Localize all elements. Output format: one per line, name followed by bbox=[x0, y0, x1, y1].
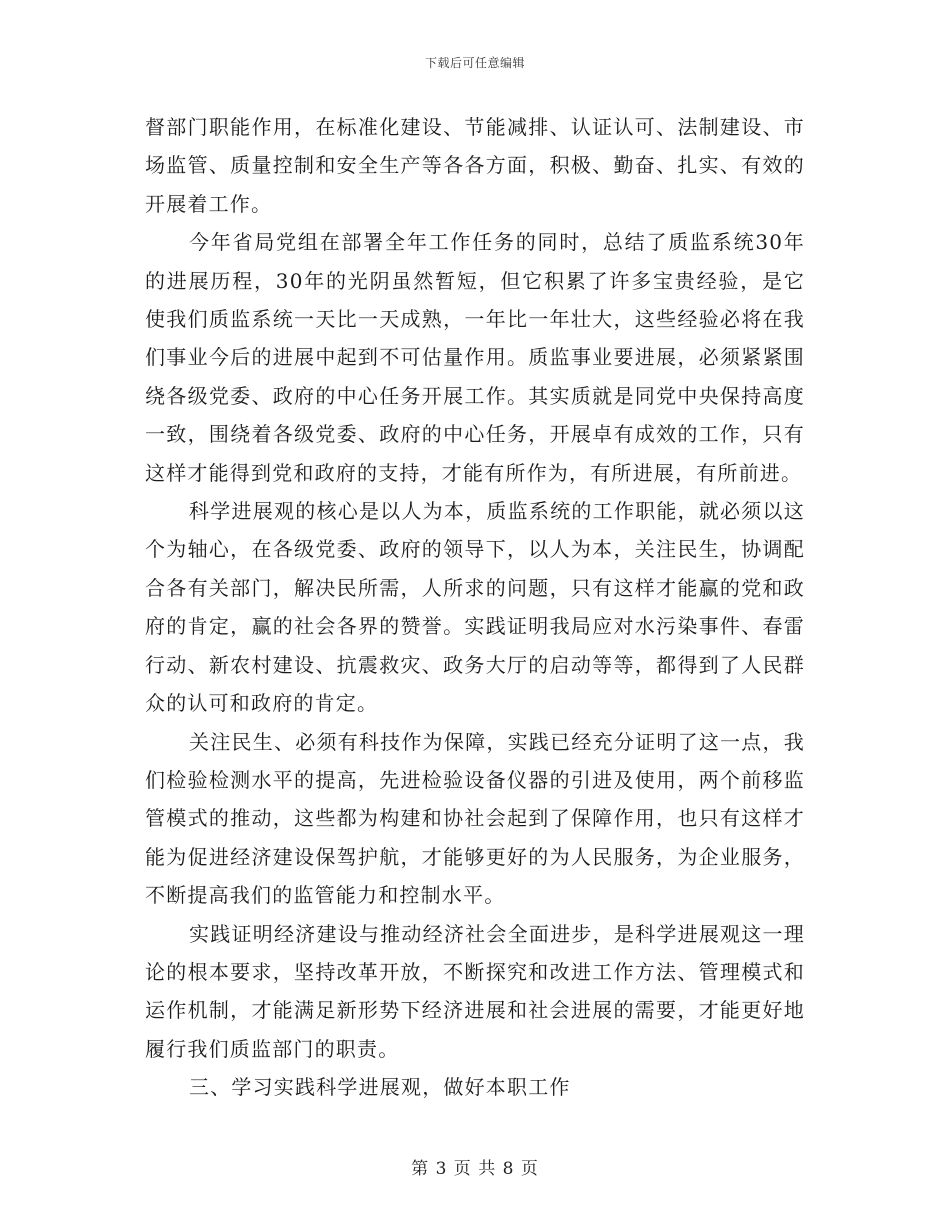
paragraph-summary: 今年省局党组在部署全年工作任务的同时，总结了质监系统30年的进展历程，30年的光阴虽然暂短，但它积累了许多宝贵经验，是它使我们质监系统一天比一天成熟，一年比一年壮大，这些经验必将在我们事业今后的进展中起到不可估量作用。质监事业要进展，必须紧紧围绕各级党委、政府的中心任务开展工作。其实质就是同党中央保持高度一致，围绕着各级党委、政府的中心任务，开展卓有成效的工作，只有这样才能得到党和政府的支持，才能有所作为，有所进展，有所前进。 bbox=[145, 230, 805, 485]
document-body bbox=[145, 108, 805, 1107]
paragraph-reform: 实践证明经济建设与推动经济社会全面进步，是科学进展观这一理论的根本要求，坚持改革开放，不断探究和改进工作方法、管理模式和运作机制，才能满足新形势下经济进展和社会进展的需要，才能更好地履行我们质监部门的职责。 bbox=[145, 921, 805, 1061]
paragraph-continued: 督部门职能作用，在标准化建设、节能减排、认证认可、法制建设、市场监管、质量控制和安全生产等各各方面，积极、勤奋、扎实、有效的开展着工作。 bbox=[145, 115, 805, 216]
section-heading: 三、学习实践科学进展观，做好本职工作 bbox=[189, 1075, 571, 1100]
page-number: 第 3 页 共 8 页 bbox=[411, 1159, 539, 1179]
paragraph-people-centered: 科学进展观的核心是以人为本，质监系统的工作职能，就必须以这个为轴心，在各级党委、政府的领导下，以人为本，关注民生，协调配合各有关部门，解决民所需，人所求的问题，只有这样才能赢的党和政府的肯定，赢的社会各界的赞誉。实践证明我局应对水污染事件、春雷行动、新农村建设、抗震救灾、政务大厅的启动等等，都得到了人民群众的认可和政府的肯定。 bbox=[145, 499, 805, 716]
paragraph-technology: 关注民生、必须有科技作为保障，实践已经充分证明了这一点，我们检验检测水平的提高，先进检验设备仪器的引进及使用，两个前移监管模式的推动，这些都为构建和协社会起到了保障作用，也只有这样才能为促进经济建设保驾护航，才能够更好的为人民服务，为企业服务，不断提高我们的监管能力和控制水平。 bbox=[145, 729, 805, 908]
header-note: 下载后可任意编辑 bbox=[424, 56, 525, 70]
